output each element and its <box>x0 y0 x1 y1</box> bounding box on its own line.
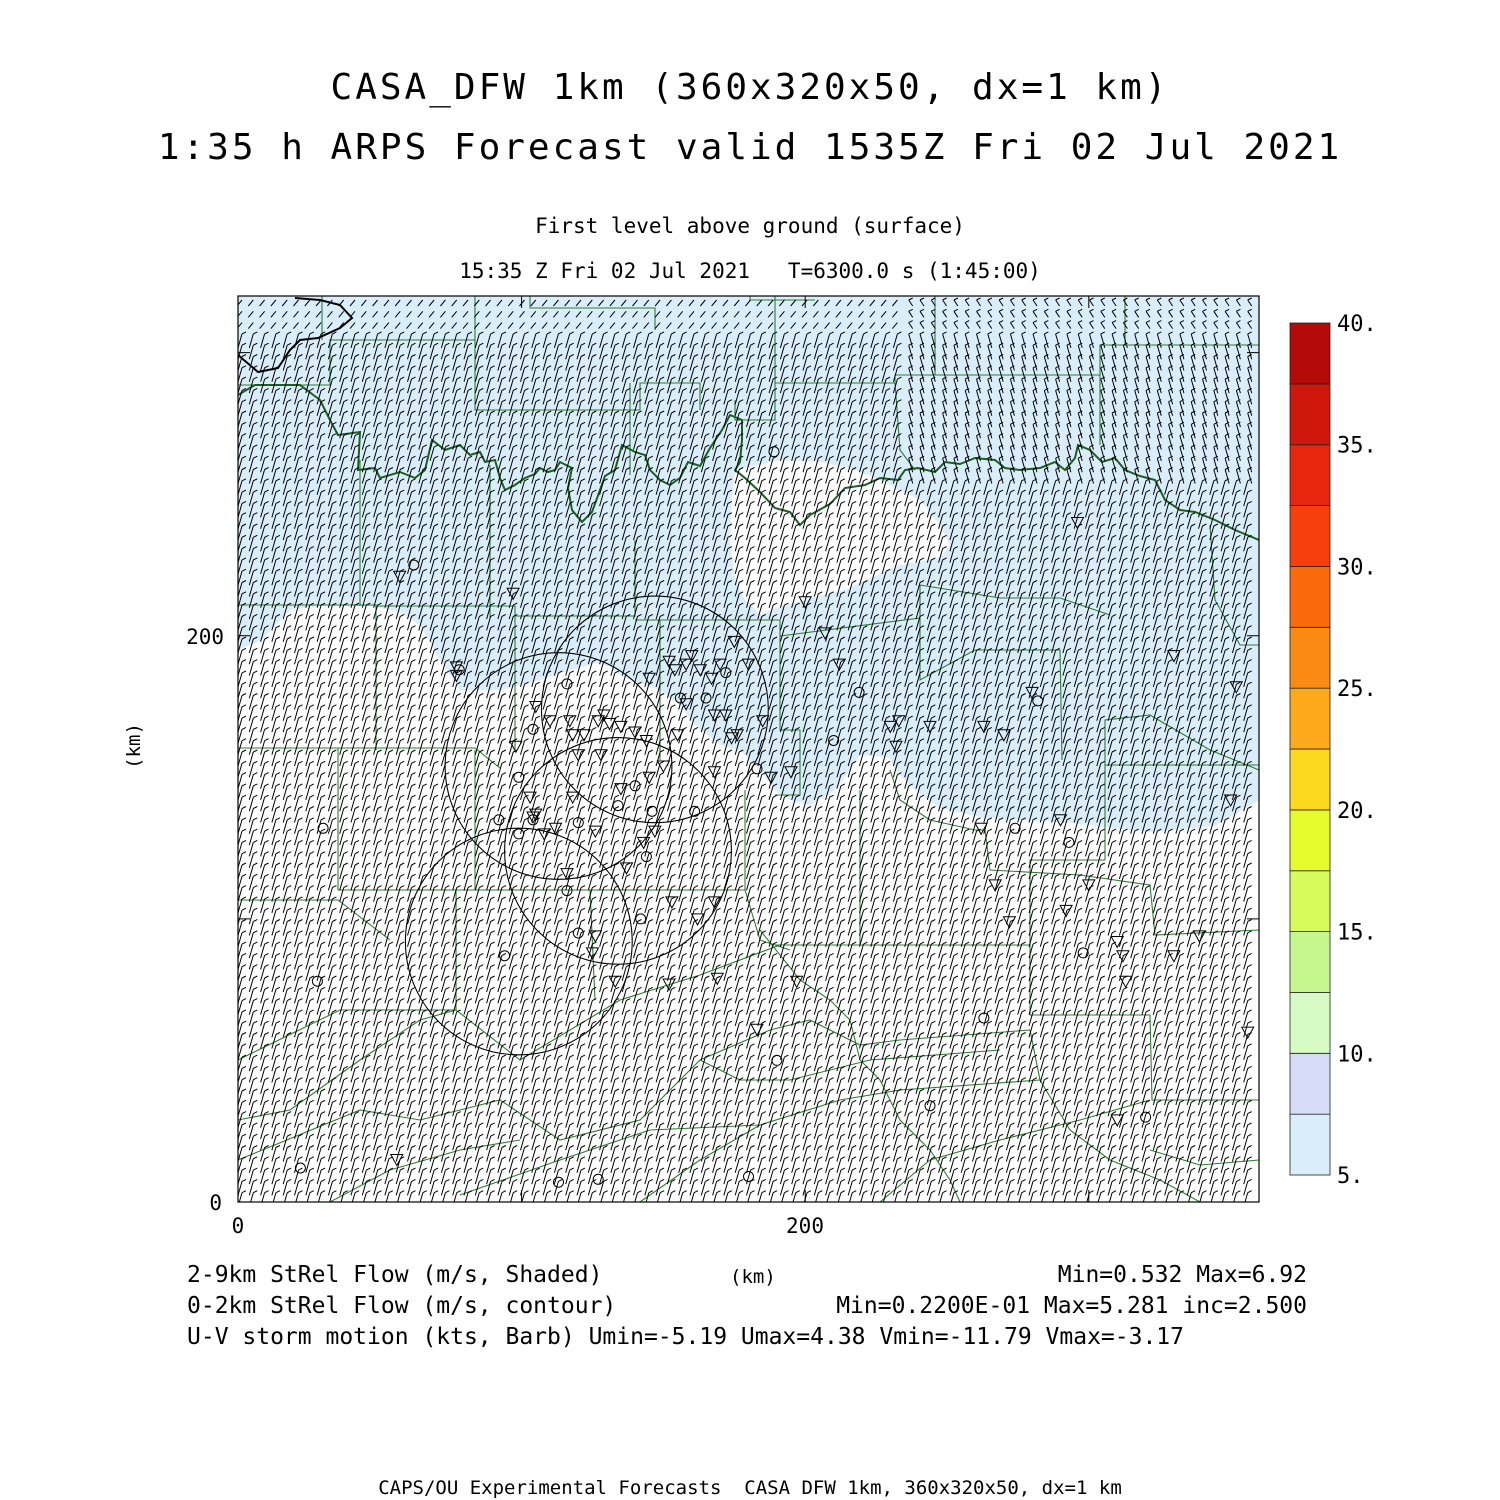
colorbar-label: 10. <box>1337 1042 1377 1068</box>
colorbar-label: 15. <box>1337 920 1377 946</box>
station-circle <box>593 1174 603 1184</box>
colorbar-swatch <box>1290 871 1330 932</box>
x-axis-label: (km) <box>730 1266 776 1288</box>
level-subtitle: First level above ground (surface) <box>535 214 965 238</box>
chart-title: CASA_DFW 1km (360x320x50, dx=1 km) <box>330 67 1170 108</box>
contour-ring <box>405 828 632 1055</box>
colorbar-swatch <box>1290 810 1330 871</box>
station-circle <box>1010 823 1020 833</box>
contour-ring <box>505 738 732 965</box>
contour-min-max: Min=0.2200E-01 Max=5.281 inc=2.500 <box>836 1293 1307 1319</box>
station-circle <box>318 823 328 833</box>
colorbar-swatch <box>1290 445 1330 506</box>
colorbar-swatch <box>1290 566 1330 627</box>
credit-line: CAPS/OU Experimental Forecasts CASA DFW 1km, 360x320x50, dx=1 km <box>378 1477 1122 1499</box>
colorbar-label: 25. <box>1337 677 1377 703</box>
station-circle <box>1064 837 1074 847</box>
station-circle <box>647 806 657 816</box>
colorbar-label: 30. <box>1337 555 1377 581</box>
county-line <box>880 1100 1150 1202</box>
legend-contour-field: 0-2km StRel Flow (m/s, contour) <box>187 1293 617 1319</box>
colorbar-swatch <box>1290 992 1330 1053</box>
colorbar-swatch <box>1290 932 1330 993</box>
station-circle <box>613 801 623 811</box>
county-line <box>238 1010 456 1120</box>
x-tick-0: 0 <box>231 1214 245 1238</box>
colorbar-label: 20. <box>1337 798 1377 824</box>
station-circle <box>312 976 322 986</box>
colorbar-label: 40. <box>1337 312 1377 337</box>
colorbar-swatch <box>1290 749 1330 810</box>
station-triangle <box>564 716 576 727</box>
colorbar-swatch <box>1290 627 1330 688</box>
colorbar-label: 5. <box>1337 1164 1364 1189</box>
y-tick-0: 0 <box>209 1191 222 1215</box>
time-subtitle: 15:35 Z Fri 02 Jul 2021 T=6300.0 s (1:45:00) <box>459 259 1041 283</box>
colorbar-swatch <box>1290 506 1330 567</box>
colorbar <box>1290 312 1377 1189</box>
county-line <box>745 890 790 950</box>
colorbar-swatch <box>1290 688 1330 749</box>
colorbar-label: 35. <box>1337 433 1377 459</box>
station-circle <box>514 772 524 782</box>
y-tick-200: 200 <box>186 625 224 649</box>
colorbar-swatch <box>1290 384 1330 445</box>
legend-barb-field: U-V storm motion (kts, Barb) Umin=-5.19 Umax=4.38 Vmin=-11.79 Vmax=-3.17 <box>187 1324 1184 1350</box>
station-circle <box>636 914 646 924</box>
colorbar-swatch <box>1290 1114 1330 1175</box>
forecast-validity-title: 1:35 h ARPS Forecast valid 1535Z Fri 02 Jul 2021 <box>157 127 1343 168</box>
x-tick-200: 200 <box>786 1214 824 1238</box>
legend-shaded-field: 2-9km StRel Flow (m/s, Shaded) <box>187 1262 603 1288</box>
shaded-min-max: Min=0.532 Max=6.92 <box>1057 1262 1307 1288</box>
y-axis-label: (km) <box>123 723 145 769</box>
station-circle <box>514 829 524 839</box>
station-circle <box>295 1163 305 1173</box>
station-circle <box>500 951 510 961</box>
colorbar-swatch <box>1290 1053 1330 1114</box>
colorbar-swatch <box>1290 323 1330 384</box>
station-circle <box>772 1055 782 1065</box>
station-circle <box>641 852 651 862</box>
